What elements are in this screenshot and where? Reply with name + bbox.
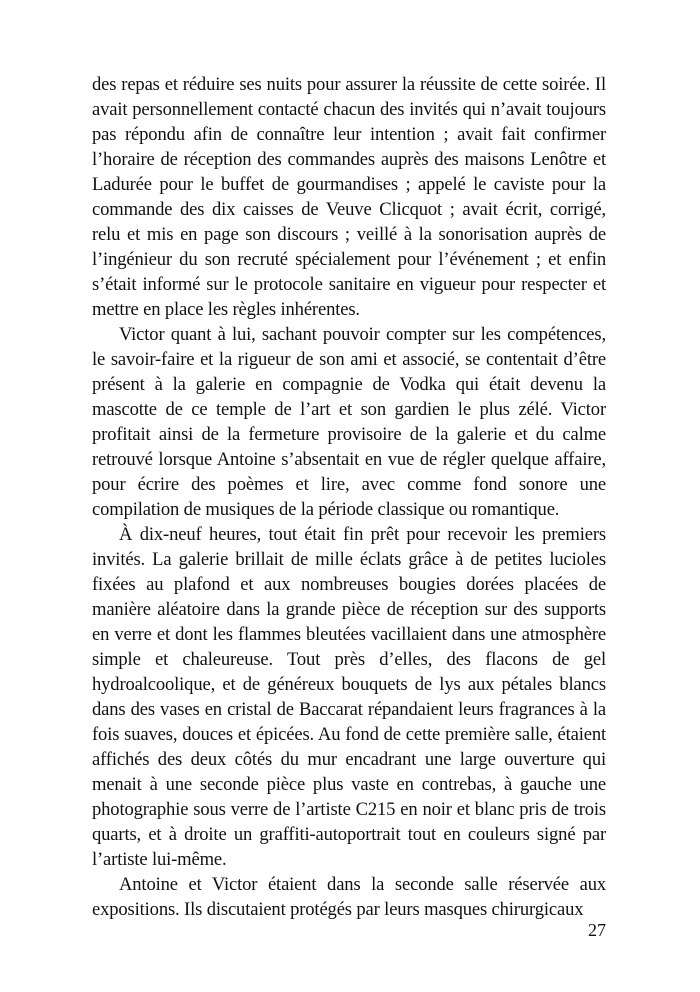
paragraph-4: Antoine et Victor étaient dans la seconde salle réservée aux expositions. Ils discutaient protégés par leurs masques chirurgicaux xyxy=(92,874,606,920)
paragraph-2: Victor quant à lui, sachant pouvoir compter sur les compétences, le savoir-faire et la rigueur de son ami et associé, se contentait d’être présent à la galerie en compagnie de Vodka qui était devenu la mascotte de ce temple de l’art et son gardien le plus zélé. Victor profitait ainsi de la fermeture provisoire de la galerie et du calme retrouvé lorsque Antoine s’absentait en vue de régler quelque affaire, pour écrire des poèmes et lire, avec comme fond sonore une compilation de musiques de la période classique ou romantique. xyxy=(92,324,606,520)
paragraph-3: À dix-neuf heures, tout était fin prêt pour recevoir les premiers invités. La galerie brillait de mille éclats grâce à de petites lucioles fixées au plafond et aux nombreuses bougies dorées placées de manière aléatoire dans la grande pièce de réception sur des supports en verre et dont les flammes bleutées vacillaient dans une atmosphère simple et chaleureuse. Tout près d’elles, des flacons de gel hydroalcoolique, et de généreux bouquets de lys aux pétales blancs dans des vases en cristal de Baccarat répandaient leurs fragrances à la fois suaves, douces et épicées. Au fond de cette première salle, étaient affichés des deux côtés du mur encadrant une large ouverture qui menait à une seconde pièce plus vaste en contrebas, à gauche une photographie sous verre de l’artiste C215 en noir et blanc pris de trois quarts, et à droite un graffiti-autoportrait tout en couleurs signé par l’artiste lui-même. xyxy=(92,524,606,870)
paragraph-1: des repas et réduire ses nuits pour assurer la réussite de cette soirée. Il avait personnellement contacté chacun des invités qui n’avait toujours pas répondu afin de connaître leur intention ; avait fait confirmer l’horaire de réception des commandes auprès des maisons Lenôtre et Ladurée pour le buffet de gourmandises ; appelé le caviste pour la commande des dix caisses de Veuve Clicquot ; avait écrit, corrigé, relu et mis en page son discours ; veillé à la sonorisation auprès de l’ingénieur du son recruté spécialement pour l’événement ; et enfin s’était informé sur le protocole sanitaire en vigueur pour respecter et mettre en place les règles inhérentes. xyxy=(92,74,606,320)
page-body xyxy=(92,72,606,952)
page-number: 27 xyxy=(588,920,606,940)
